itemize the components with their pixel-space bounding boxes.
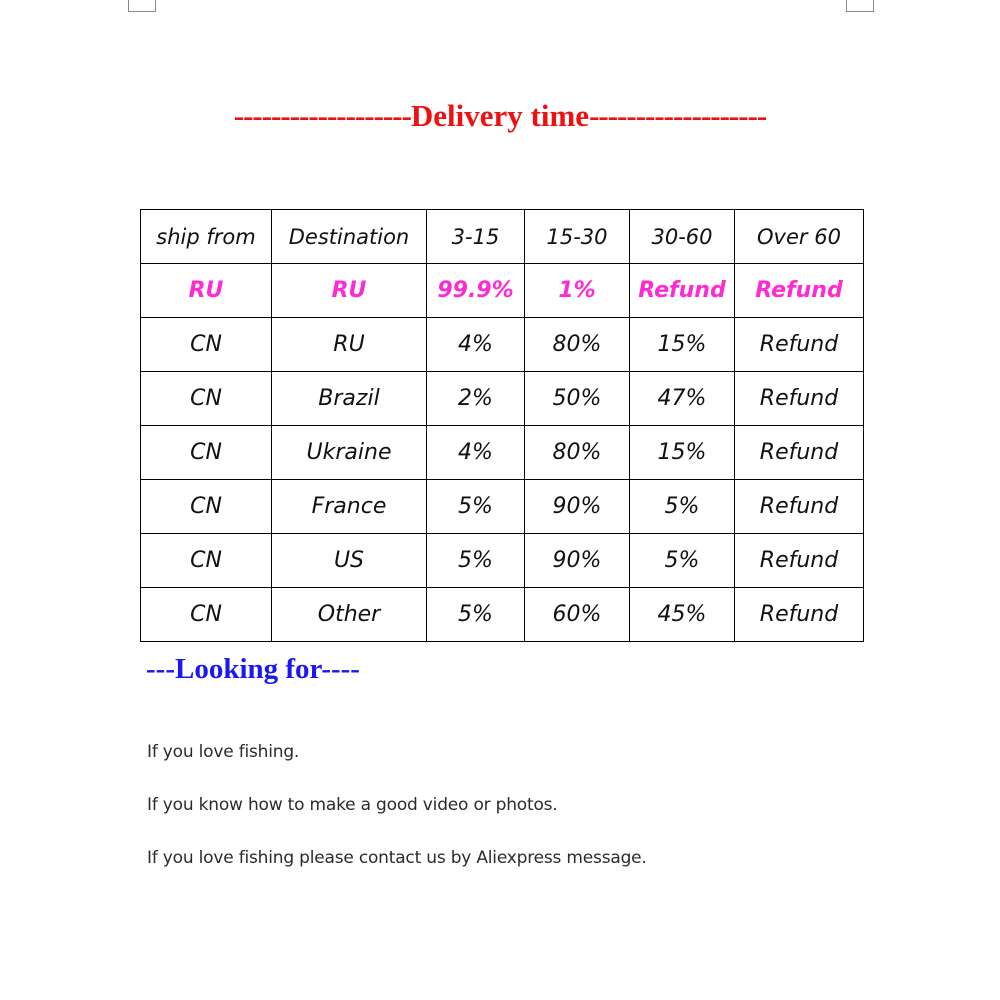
delivery-heading-suffix-dashes: ------------------- — [589, 98, 767, 133]
delivery-heading-title: Delivery time — [410, 98, 590, 133]
table-cell-30-60: 15% — [630, 318, 735, 372]
table-cell-over-60: Refund — [735, 588, 864, 642]
table-cell-destination: Ukraine — [272, 426, 427, 480]
table-row — [141, 588, 864, 642]
delivery-time-table — [140, 209, 864, 642]
table-cell-destination: Brazil — [272, 372, 427, 426]
table-cell-over-60: Refund — [735, 534, 864, 588]
table-cell-3-15: 5% — [427, 534, 525, 588]
table-cell-15-30: 60% — [525, 588, 630, 642]
table-header-destination: Destination — [272, 210, 427, 264]
table-header-3-15: 3-15 — [427, 210, 525, 264]
table-cell-30-60: 45% — [630, 588, 735, 642]
table-cell-15-30: 90% — [525, 480, 630, 534]
table-cell-30-60: 5% — [630, 534, 735, 588]
table-cell-15-30: 50% — [525, 372, 630, 426]
table-header-over-60: Over 60 — [735, 210, 864, 264]
table-cell-destination: Other — [272, 588, 427, 642]
table-cell-destination: US — [272, 534, 427, 588]
table-cell-3-15: 5% — [427, 588, 525, 642]
table-cell-ship-from: CN — [141, 534, 272, 588]
table-cell-ship-from: CN — [141, 426, 272, 480]
table-cell-30-60: 15% — [630, 426, 735, 480]
table-cell-over-60: Refund — [735, 264, 864, 318]
crop-mark-right-icon — [846, 0, 874, 12]
looking-for-line-3: If you love fishing please contact us by Aliexpress message. — [147, 848, 647, 868]
table-cell-30-60: Refund — [630, 264, 735, 318]
table-cell-3-15: 4% — [427, 426, 525, 480]
table-cell-15-30: 1% — [525, 264, 630, 318]
table-cell-ship-from: CN — [141, 480, 272, 534]
table-cell-3-15: 5% — [427, 480, 525, 534]
table-cell-15-30: 90% — [525, 534, 630, 588]
table-cell-15-30: 80% — [525, 318, 630, 372]
table-row — [141, 480, 864, 534]
table-cell-destination: RU — [272, 318, 427, 372]
table-row — [141, 318, 864, 372]
table-header-15-30: 15-30 — [525, 210, 630, 264]
table-cell-over-60: Refund — [735, 480, 864, 534]
table-cell-destination: France — [272, 480, 427, 534]
looking-for-line-1: If you love fishing. — [147, 742, 300, 762]
table-header-30-60: 30-60 — [630, 210, 735, 264]
table-cell-3-15: 99.9% — [427, 264, 525, 318]
table-row — [141, 534, 864, 588]
table-cell-15-30: 80% — [525, 426, 630, 480]
table-cell-over-60: Refund — [735, 372, 864, 426]
table-cell-3-15: 4% — [427, 318, 525, 372]
crop-mark-left-icon — [128, 0, 156, 12]
table-cell-destination: RU — [272, 264, 427, 318]
delivery-time-heading — [140, 98, 860, 134]
looking-for-line-2: If you know how to make a good video or photos. — [147, 795, 558, 815]
table-cell-ship-from: CN — [141, 318, 272, 372]
table-cell-ship-from: CN — [141, 588, 272, 642]
table-cell-3-15: 2% — [427, 372, 525, 426]
table-header-ship-from: ship from — [141, 210, 272, 264]
delivery-heading-prefix-dashes: ------------------- — [233, 98, 411, 133]
table-row — [141, 264, 864, 318]
table-cell-over-60: Refund — [735, 426, 864, 480]
table-row — [141, 426, 864, 480]
table-cell-ship-from: CN — [141, 372, 272, 426]
looking-for-heading: ---Looking for---- — [146, 653, 360, 685]
table-cell-over-60: Refund — [735, 318, 864, 372]
table-row — [141, 372, 864, 426]
table-cell-30-60: 5% — [630, 480, 735, 534]
table-cell-30-60: 47% — [630, 372, 735, 426]
table-cell-ship-from: RU — [141, 264, 272, 318]
table-header-row — [141, 210, 864, 264]
